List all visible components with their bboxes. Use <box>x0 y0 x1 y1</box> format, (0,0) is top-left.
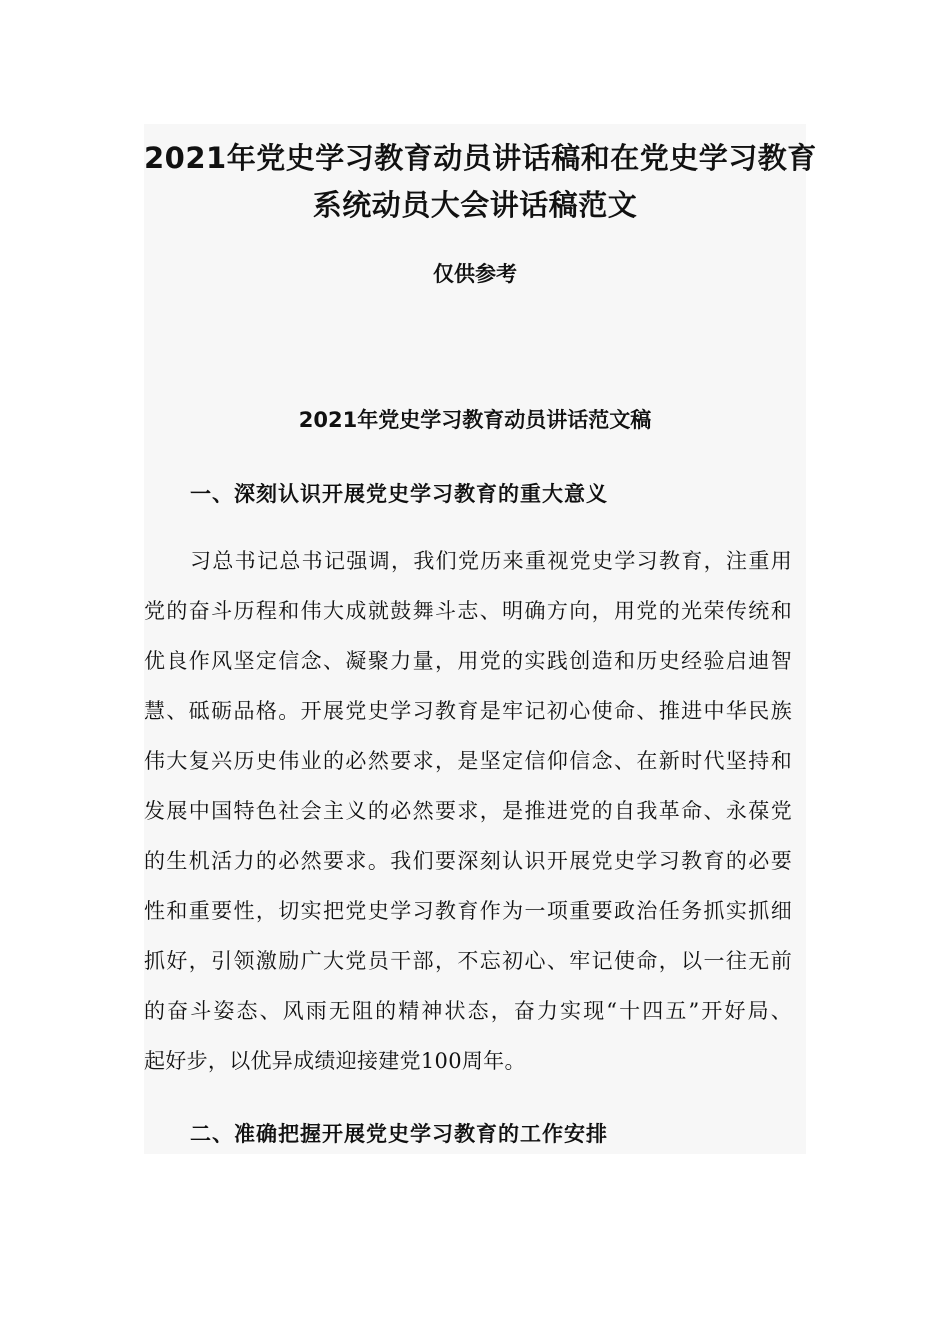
paragraph-line: 起好步，以优异成绩迎接建党100周年。 <box>144 1049 526 1073</box>
document-title-line-1: 2021年党史学习教育动员讲话稿和在党史学习教育 <box>144 141 817 175</box>
section-title: 2021年党史学习教育动员讲话范文稿 <box>298 408 652 432</box>
paragraph-line: 习总书记总书记强调，我们党历来重视党史学习教育，注重用 <box>190 549 792 573</box>
paragraph-line: 发展中国特色社会主义的必然要求，是推进党的自我革命、永葆党 <box>144 799 792 823</box>
paragraph-one <box>144 546 792 1096</box>
document-title-line-2: 系统动员大会讲话稿范文 <box>312 188 638 222</box>
paragraph-line: 党的奋斗历程和伟大成就鼓舞斗志、明确方向，用党的光荣传统和 <box>144 599 792 623</box>
heading-two: 二、准确把握开展党史学习教育的工作安排 <box>190 1121 608 1146</box>
heading-one: 一、深刻认识开展党史学习教育的重大意义 <box>190 481 608 506</box>
document-subtitle: 仅供参考 <box>433 262 517 286</box>
paragraph-line: 伟大复兴历史伟业的必然要求，是坚定信仰信念、在新时代坚持和 <box>144 749 792 773</box>
paragraph-line: 优良作风坚定信念、凝聚力量，用党的实践创造和历史经验启迪智 <box>144 649 792 673</box>
paragraph-line: 性和重要性，切实把党史学习教育作为一项重要政治任务抓实抓细 <box>144 899 792 923</box>
paragraph-line: 抓好，引领激励广大党员干部，不忘初心、牢记使命，以一往无前 <box>144 949 792 973</box>
paragraph-line: 慧、砥砺品格。开展党史学习教育是牢记初心使命、推进中华民族 <box>144 699 792 723</box>
paragraph-line: 的生机活力的必然要求。我们要深刻认识开展党史学习教育的必要 <box>144 849 792 873</box>
paragraph-line: 的奋斗姿态、风雨无阻的精神状态，奋力实现“十四五”开好局、 <box>144 999 792 1023</box>
